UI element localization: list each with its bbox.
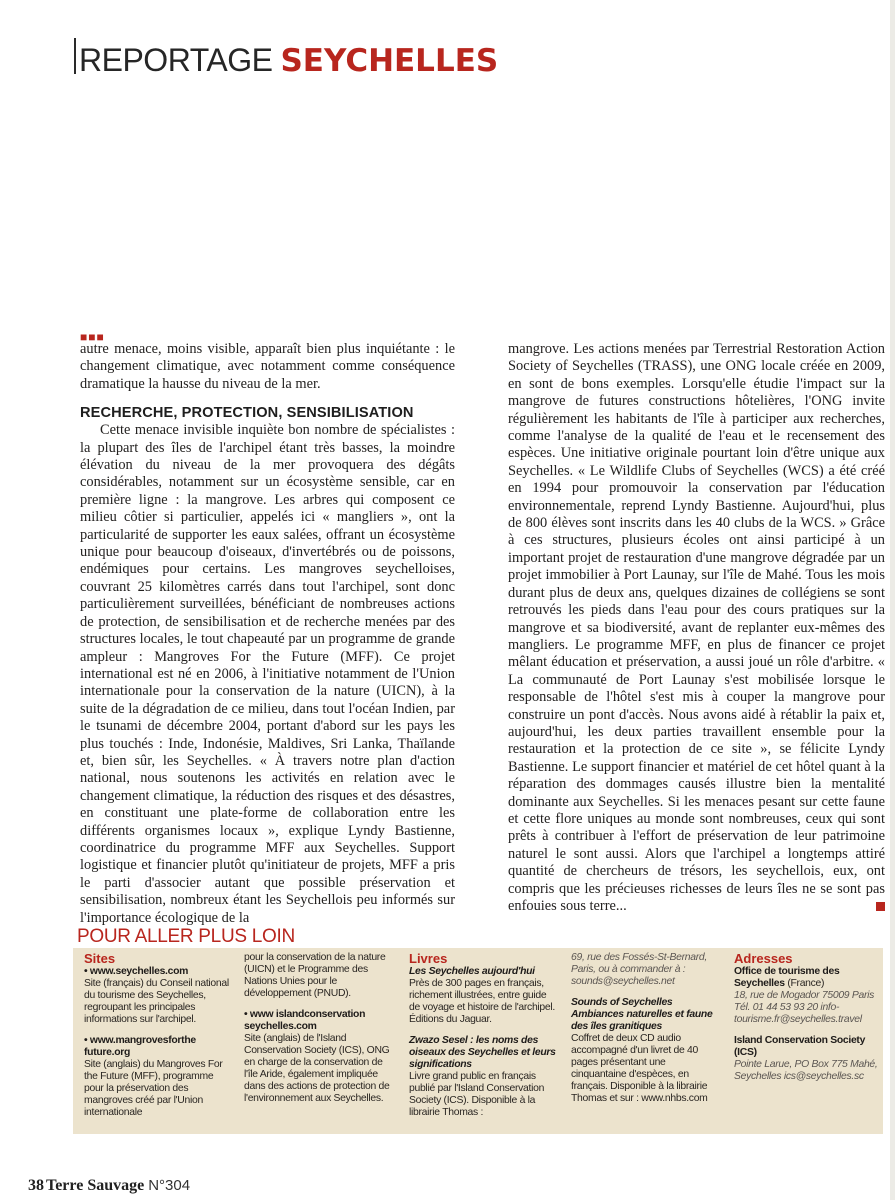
article-column-left [80, 341, 455, 927]
book-desc-2: Livre grand public en français publié par l'Island Conservation Society (ICS). Disponible à la librairie Thomas : [409, 1071, 545, 1118]
site-link-2[interactable]: • www.mangrovesforthe future.org [84, 1035, 196, 1058]
site-desc-3: Site (anglais) de l'Island Conservation Society (ICS), ONG en charge de la conservation de l'île Aride, également impliquée dans des actions de protection de l'environnement aux Seychelles. [244, 1033, 390, 1104]
further-reading-box [73, 948, 883, 1134]
book-desc-1: Près de 300 pages en français, richement illustrées, entre guide de voyage et histoire de l'archipel. Éditions du Jaguar. [409, 978, 555, 1025]
issue-number: N°304 [148, 1177, 191, 1194]
site-link-3[interactable]: • www islandconservation seychelles.com [244, 1009, 366, 1032]
page-header [74, 38, 498, 79]
box-column-sites [84, 952, 234, 1119]
address-1-country: (France) [784, 978, 825, 989]
article-text: mangrove. Les actions menées par Terrestrial Restoration Action Society of Seychelles (TRASS), une ONG locale créée en 2009, en sont de bons exemples. Lorsqu'elle étudie l'impact sur la mangrove de futures constructions hôtelières, l'ONG invite régulièrement les habitants de l'île à participer aux recherches, comme l'analyse de la qualité de l'eau et le recensement des espèces. Une initiative originale pourtant loin d'être unique aux Seychelles. « Le Wildlife Clubs of Seychelles (WCS) a été créé en 1994 pour promouvoir la conservation par l'éducation environnementale, reprend Lyndy Bastienne. Aujourd'hui, plus de 800 élèves sont inscrits dans les 40 clubs de la WCS. » Grâce à ces structures, plusieurs écoles ont ainsi participé à un important projet de restauration d'une mangrove dégradée par un projet immobilier à Port Launay, sur l'île de Mahé. Tous les mois durant plus de deux ans, quelques dizaines de collégiens se sont retrouvés les pieds dans l'eau pour des cours pratiques sur la mangrove et sa biodiversité, avant de replanter eux-mêmes des mangliers. Le programme MFF, en plus de financer ce projet mêlant éducation et préservation, a aussi joué un rôle d'arbitre. « La communauté de Port Launay s'est mobilisée lorsque le responsable de l'hôtel s'est mis à couper la mangrove pour construire un pont d'accès. Nous avons aidé à rétablir la paix et, aujourd'hui, les deux parties travaillent ensemble pour la restauration et la protection de ce site », se félicite Lyndy Bastienne. Le support financier et matériel de cet hôtel quant à la réparation des dommages causés illustre bien la mentalité dominante aux Seychelles. Si les menaces pesant sur cette faune et cette flore uniques au monde sont nombreuses, ceux qui sont prêts à contribuer à l'effort de préservation de leur patrimoine naturel le sont aussi. Alors que l'archipel a longtemps attiré quantité de chercheurs de trésors, les seychellois, eux, ont compris que les précieuses richesses de leurs îles ne se sont pas enfouies sous terre... [508, 341, 885, 914]
header-rule [74, 38, 76, 74]
magazine-name: Terre Sauvage [46, 1177, 145, 1194]
book-title-2: Zwazo Sesel : les noms des oiseaux des Seychelles et leurs significations [409, 1035, 556, 1070]
cd-desc: Coffret de deux CD audio accompagné d'un livret de 40 pages présentant une cinquantaine d'espèces, en français. Disponible à la librairie Thomas et sur : www.nhbs.com [571, 1033, 708, 1104]
page-edge [890, 0, 895, 1200]
address-1-name [734, 966, 882, 990]
article-column-right [508, 341, 885, 915]
sites-heading: Sites [84, 951, 116, 966]
address-1-info: 18, rue de Mogador 75009 Paris Tél. 01 44 53 93 20 info-tourisme.fr@seychelles.travel [734, 990, 875, 1025]
livres-heading: Livres [409, 951, 448, 966]
box-column-livres [409, 952, 559, 1119]
address-1-org: Office de tourisme des Seychelles [734, 966, 840, 989]
address-2-info: Pointe Larue, PO Box 775 Mahé, Seychelles ics@seychelles.sc [734, 1059, 878, 1082]
box-column-livres-continued [571, 952, 721, 1105]
address-2-name: Island Conservation Society (ICS) [734, 1035, 866, 1058]
continuation-marker: ■■■ [80, 330, 105, 344]
page-footer [28, 1177, 190, 1195]
box-column-sites-continued [244, 952, 396, 1105]
box-title: POUR ALLER PLUS LOIN [77, 926, 295, 947]
end-of-article-mark [876, 902, 885, 911]
box-column-adresses [734, 952, 882, 1083]
header-rubric: REPORTAGE [79, 42, 273, 78]
cd-title: Sounds of Seychelles Ambiances naturelles et faune des îles granitiques [571, 997, 713, 1032]
bookshop-address: 69, rue des Fossés-St-Bernard, Paris, ou à commander à : sounds@seychelles.net [571, 952, 707, 987]
site-desc-2: Site (anglais) du Mangroves For the Future (MFF), programme pour la préservation des mangroves créé par l'Union internationale [84, 1059, 223, 1118]
article-intro: autre menace, moins visible, apparaît bien plus inquiétante : le changement climatique, avec notamment comme conséquence dramatique la hausse du niveau de la mer. [80, 341, 455, 392]
page-number: 38 [28, 1177, 44, 1194]
site-link-1[interactable]: • www.seychelles.com [84, 966, 189, 977]
article-paragraph: Cette menace invisible inquiète bon nombre de spécialistes : la plupart des îles de l'archipel étant très basses, la moindre élévation du niveau de la mer provoquera des dégâts considérables, notamment sur un écosystème sensible, car en première ligne : la mangrove. Les arbres qui composent ce milieu côtier si particulier, appelés ici « mangliers », ont la particularité de supporter les eaux salées, offrant un écosystème unique pour beaucoup d'oiseaux, d'invertébrés ou de poissons, endémiques pour certains. Les mangroves seychelloises, couvrant 25 kilomètres carrés dans tout l'archipel, sont donc particulièrement surveillées, bénéficiant de nombreuses actions de protection, de sensibilisation et de recherche menées par des structures locales, le tout chapeauté par un programme de grande ampleur : Mangroves For the Future (MFF). Ce projet international est né en 2006, à l'initiative notamment de l'Union internationale pour la conservation de la nature (UICN), à la suite de la dégradation de ce milieu, dans tout l'océan Indien, par le tsunami de décembre 2004, portant d'abord sur les pays les plus touchés : Inde, Indonésie, Maldives, Sri Lanka, Thaïlande et, bien sûr, les Seychelles. « À travers notre plan d'action national, nous soutenons les activités en relation avec le changement climatique, la réduction des risques et des désastres, en constituant une plate-forme de collaboration entre les différents organismes locaux », explique Lyndy Bastienne, coordinatrice du programme MFF aux Seychelles. Support logistique et financier plutôt qu'initiateur de projets, MFF a pris le parti d'associer autant que possible préservation et sensibilisation, nombreux étant les Seychellois peu informés sur l'importance écologique de la [80, 422, 455, 926]
book-title-1: Les Seychelles aujourd'hui [409, 966, 535, 977]
header-country: SEYCHELLES [280, 43, 499, 79]
site-desc-2-continued: pour la conservation de la nature (UICN) et le Programme des Nations Unies pour le développement (PNUD). [244, 952, 386, 999]
section-heading: RECHERCHE, PROTECTION, SENSIBILISATION [80, 405, 414, 422]
adresses-heading: Adresses [734, 951, 793, 966]
site-desc-1: Site (français) du Conseil national du tourisme des Seychelles, regroupant les principales informations sur l'archipel. [84, 978, 229, 1025]
article-paragraph-continued [508, 341, 885, 915]
